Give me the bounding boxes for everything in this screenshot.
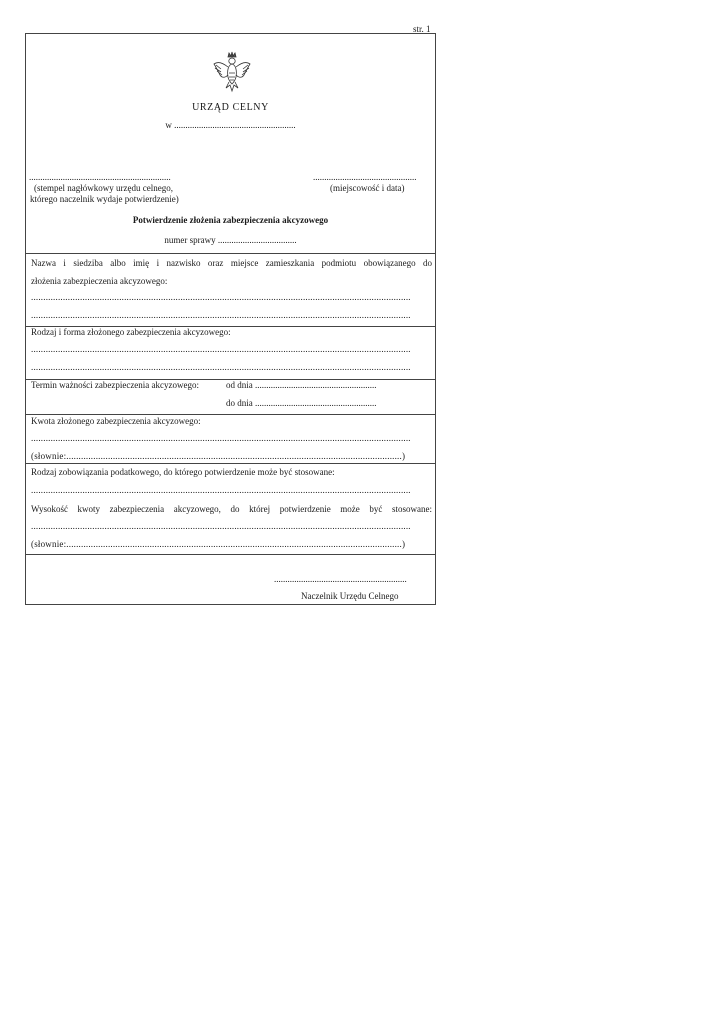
stamp-dots: ...............................................................	[29, 172, 171, 182]
limit-in-words: (słownie:.........................................................................................................................................)	[31, 539, 406, 549]
confirmation-form	[25, 33, 436, 605]
entity-line-1: ...........................................................................................................................................................	[31, 292, 411, 302]
type-line-2: ...........................................................................................................................................................	[31, 362, 411, 372]
limit-label: Wysokość kwoty zabezpieczenia akcyzowego, do której potwierdzenie może być stosowane:	[31, 504, 432, 514]
amount-in-words: (słownie:.........................................................................................................................................)	[31, 451, 406, 461]
stamp-caption-2: którego naczelnik wydaje potwierdzenie)	[30, 194, 179, 204]
entity-label-line-1: Nazwa i siedziba albo imię i nazwisko oraz miejsce zamieszkania podmiotu obowiązanego do	[31, 258, 432, 268]
signature-dots: ...........................................................	[274, 574, 407, 584]
divider	[26, 554, 435, 555]
polish-eagle-emblem-icon	[212, 51, 252, 93]
office-location-field: w ......................................................	[165, 120, 296, 130]
case-number: numer sprawy ...................................	[164, 235, 297, 245]
obligation-line: ...........................................................................................................................................................	[31, 485, 411, 495]
type-line-1: ...........................................................................................................................................................	[31, 344, 411, 354]
entity-label-line-2: złożenia zabezpieczenia akcyzowego:	[31, 276, 168, 286]
amount-label: Kwota złożonego zabezpieczenia akcyzowego:	[31, 416, 201, 426]
stamp-caption-1: (stempel nagłówkowy urzędu celnego,	[34, 183, 173, 193]
amount-line: ...........................................................................................................................................................	[31, 433, 411, 443]
limit-line: ...........................................................................................................................................................	[31, 521, 411, 531]
divider	[26, 253, 435, 254]
obligation-label: Rodzaj zobowiązania podatkowego, do którego potwierdzenie może być stosowane:	[31, 467, 335, 477]
page-number: str. 1	[413, 24, 431, 34]
type-label: Rodzaj i forma złożonego zabezpieczenia akcyzowego:	[31, 327, 231, 337]
validity-to-field: do dnia ......................................................	[226, 398, 377, 408]
signature-title: Naczelnik Urzędu Celnego	[301, 591, 399, 601]
validity-from-field: od dnia ......................................................	[226, 380, 377, 390]
divider	[26, 463, 435, 464]
divider	[26, 414, 435, 415]
office-title: URZĄD CELNY	[192, 102, 269, 113]
place-date-dots: ..............................................	[313, 172, 417, 182]
validity-label: Termin ważności zabezpieczenia akcyzowego:	[31, 380, 200, 390]
entity-line-2: ...........................................................................................................................................................	[31, 310, 411, 320]
place-date-caption: (miejscowość i data)	[330, 183, 405, 193]
document-title: Potwierdzenie złożenia zabezpieczenia akcyzowego	[132, 215, 329, 225]
